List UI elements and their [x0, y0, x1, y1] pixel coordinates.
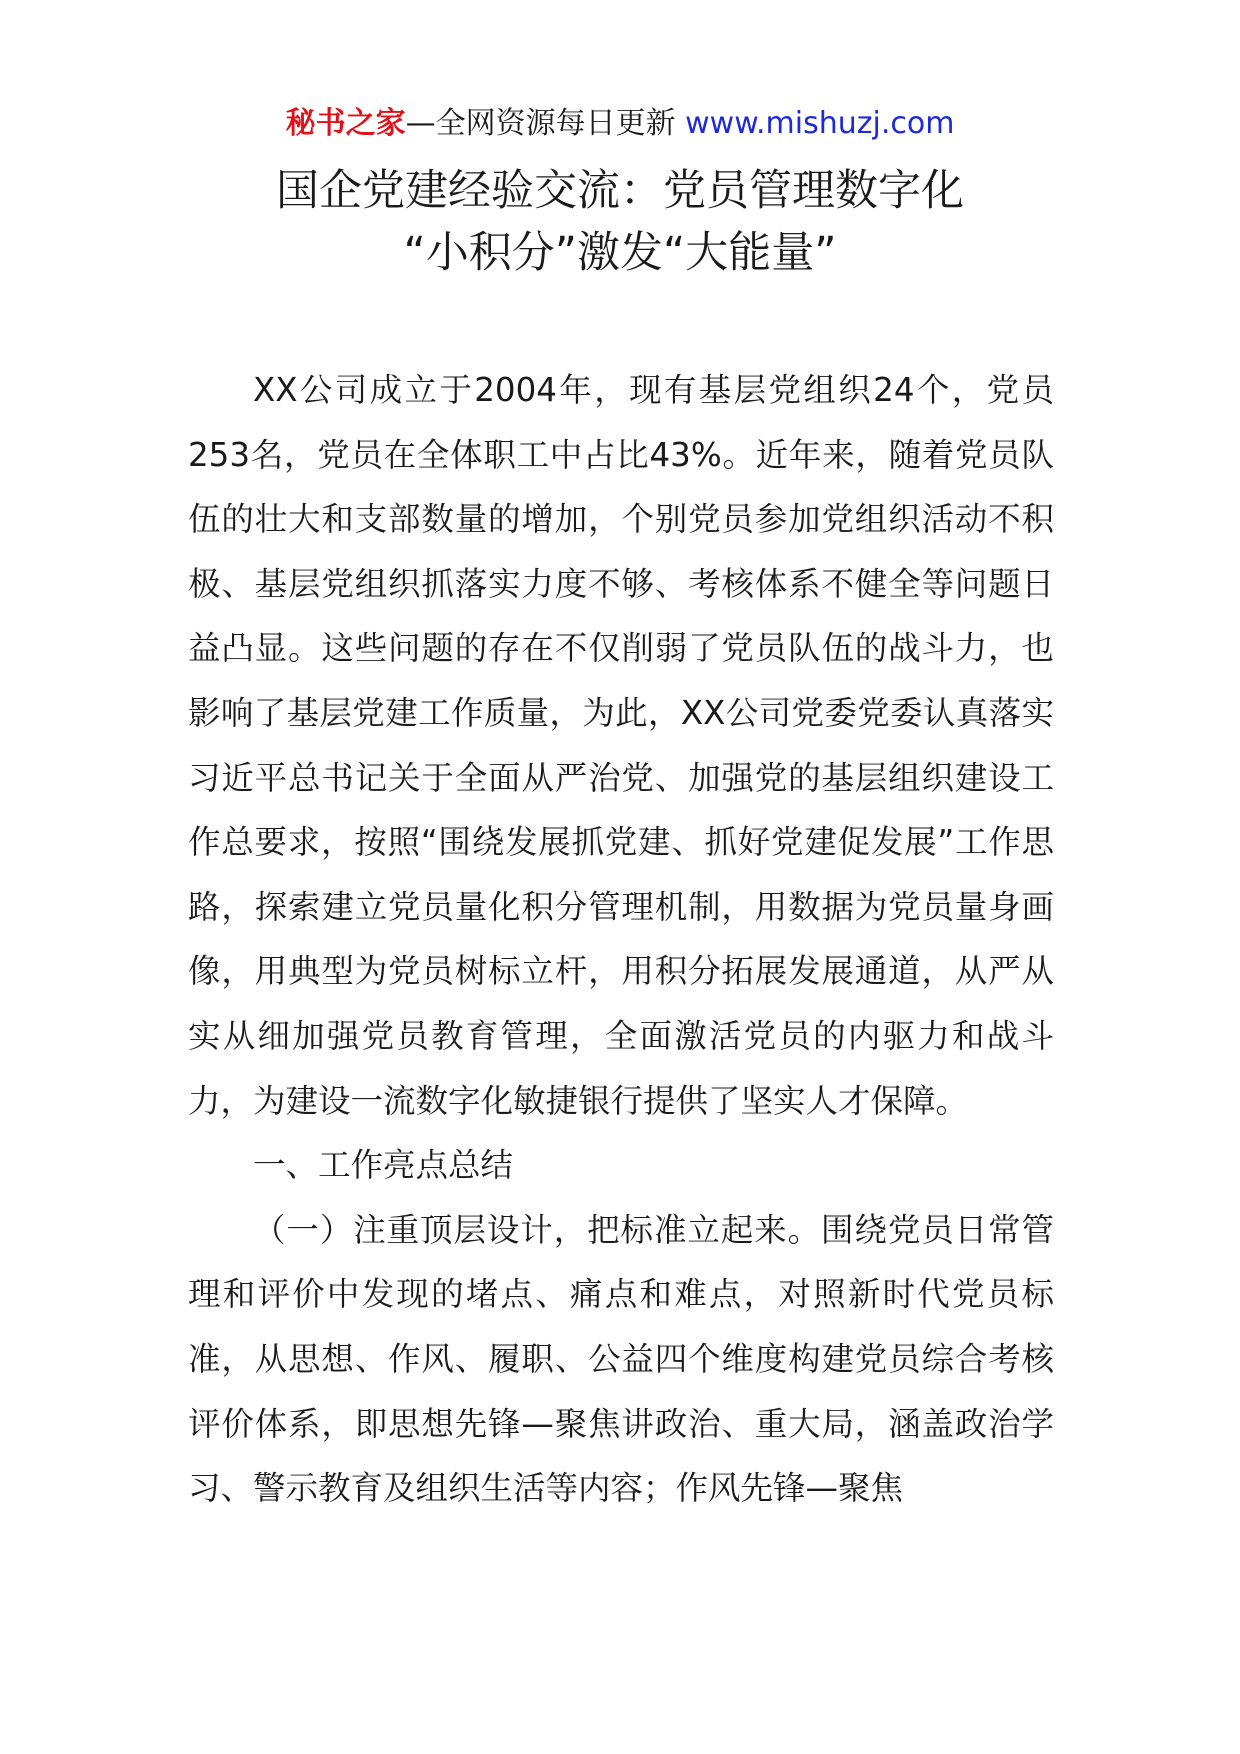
title-line-2: “小积分”激发“大能量” [403, 228, 837, 278]
site-header [0, 100, 1240, 148]
brand-name: 秘书之家 [285, 106, 406, 141]
site-url[interactable]: www.mishuzj.com [685, 106, 955, 141]
document-title [0, 160, 1240, 284]
subsection-paragraph: （一）注重顶层设计，把标准立起来。围绕党员日常管理和评价中发现的堵点、痛点和难点，对照新时代党员标准，从思想、作风、履职、公益四个维度构建党员综合考核评价体系，即思想先锋—聚焦讲政治、重大局，涵盖政治学习、警示教育及组织生活等内容；作风先锋—聚焦 [188, 1210, 1054, 1508]
header-tagline: —全网资源每日更新 [405, 106, 686, 141]
intro-paragraph: XX公司成立于2004年，现有基层党组织24个，党员253名，党员在全体职工中占比43%。近年来，随着党员队伍的壮大和支部数量的增加，个别党员参加党组织活动不积极、基层党组织抓落实力度不够、考核体系不健全等问题日益凸显。这些问题的存在不仅削弱了党员队伍的战斗力，也影响了基层党建工作质量，为此，XX公司党委党委认真落实习近平总书记关于全面从严治党、加强党的基层组织建设工作总要求，按照“围绕发展抓党建、抓好党建促发展”工作思路，探索建立党员量化积分管理机制，用数据为党员量身画像，用典型为党员树标立杆，用积分拓展发展通道，从严从实从细加强党员教育管理，全面激活党员的内驱力和战斗力，为建设一流数字化敏捷银行提供了坚实人才保障。 [188, 371, 1054, 1120]
document-body [188, 358, 1054, 1521]
section-heading: 一、工作亮点总结 [253, 1146, 514, 1185]
title-line-1: 国企党建经验交流：党员管理数字化 [276, 166, 964, 216]
